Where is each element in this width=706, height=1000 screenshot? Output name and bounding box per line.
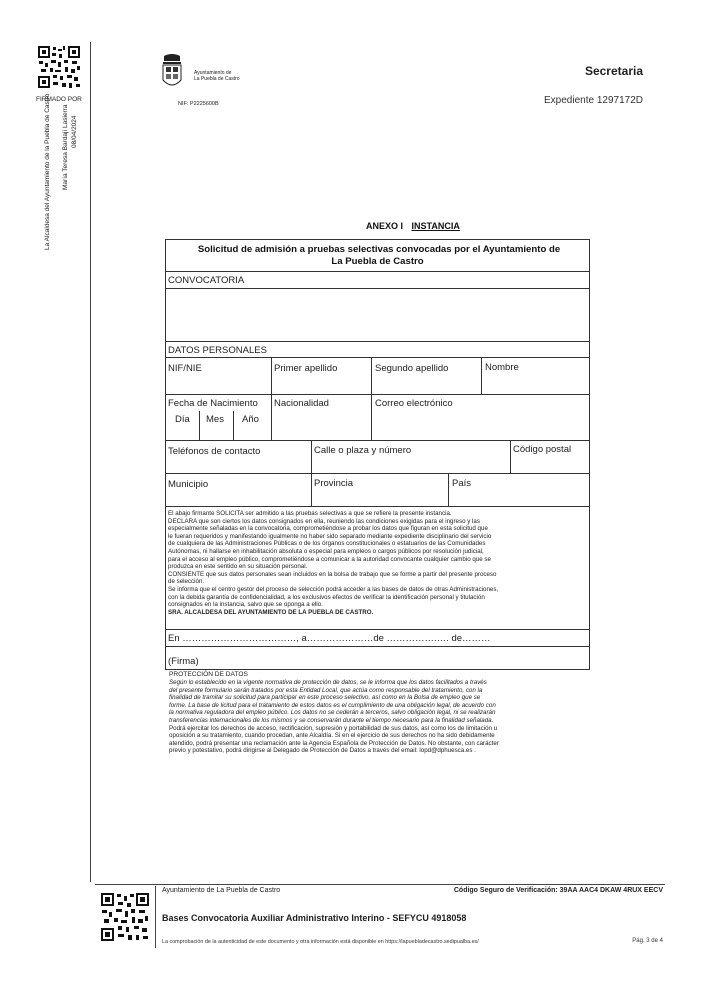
divider-datos [165, 357, 590, 358]
row-divider [165, 394, 590, 395]
form-heading-line2: La Puebla de Castro [331, 256, 424, 267]
col-divider [510, 440, 511, 473]
divider-heading [165, 271, 590, 272]
declaration-line: con la debida garantía de confidencialidad, a los exclusivos efectos de verificar la identificación personal y titulación [168, 593, 485, 601]
pais-label: País [452, 478, 472, 489]
row-divider [165, 646, 590, 647]
col-divider [371, 394, 372, 440]
org-name-line2: La Puebla de Castro [194, 76, 240, 82]
telefonos-label: Teléfonos de contacto [168, 446, 261, 457]
declaration-line: especialmente señaladas en la convocatoria, comprometiéndose a probar los datos que figuran en esta solicitud que [168, 525, 488, 533]
privacy-line: transferencias internacionales de los mismos y se conservarán durante el tiempo necesario para la finalidad señalada. [169, 716, 494, 724]
codigo-postal-label: Código postal [513, 444, 572, 455]
dia-label: Día [175, 414, 190, 425]
declaration-line: produzca en este sentido en su situación personal. [168, 563, 308, 571]
municipio-label: Municipio [168, 479, 209, 490]
fecha-nacimiento-label: Fecha de Nacimiento [168, 398, 258, 409]
convocatoria-field[interactable] [165, 288, 590, 342]
correo-label: Correo electrónico [375, 398, 453, 409]
qr-code-top [37, 45, 81, 89]
privacy-line: oposición a su tratamiento, cuando procedan, ante Alcaldía. Si en el ejercicio de sus derechos no ha sido debidamente [169, 732, 495, 740]
qr-code-bottom [100, 892, 150, 942]
provincia-label: Provincia [314, 478, 354, 489]
nif-label: NIF: P2225600B [178, 101, 219, 107]
department-title: Secretaria [584, 64, 643, 78]
nombre-label: Nombre [485, 362, 519, 373]
signer-name: María Teresa Bardají Lasierra [62, 104, 69, 190]
declaration-line: Se informa que el centro gestor del proceso de selección podrá acceder a las bases de datos de otras Administraciones, [168, 585, 499, 593]
datos-personales-label: DATOS PERSONALES [168, 345, 267, 356]
sidebar-divider [90, 42, 91, 882]
signed-by-label: FIRMADO POR [36, 96, 82, 103]
privacy-line: la normativa reguladora del empleo público. Los datos no se cederán a terceros, salvo obligación legal, ni se realizarán [169, 709, 496, 717]
col-divider [233, 411, 234, 440]
csv-code: Código Seguro de Verificación: 39AA AAC4 DKAW 4RUX EECV [453, 887, 663, 894]
row-divider [165, 506, 590, 507]
col-divider [311, 473, 312, 506]
privacy-line: atendido, podrá presentar una reclamación ante la Agencia Española de Protección de Datos. No obstante, con carácter [169, 739, 499, 747]
privacy-line: previo y potestativo, podrá dirigirse al Delegado de Protección de Datos a través del email: lopd@dphuesca.es . [169, 747, 476, 755]
declaration-text [168, 510, 588, 616]
row-divider [165, 629, 590, 630]
privacy-line: Según lo establecido en la vigente normativa de protección de datos, se le informa que los datos facilitados a través [169, 679, 487, 686]
col-divider [311, 440, 312, 473]
expediente-number: Expediente 1297172D [544, 95, 643, 106]
signed-date: 08/04/2024 [71, 115, 78, 148]
declaration-line: consignados en la instancia, salvo que se oponga a ello. [168, 601, 323, 609]
footer-divider [155, 886, 156, 948]
declaration-line: DECLARA que son ciertos los datos consignados en ella, reuniendo las condiciones exigidas para el ingreso y las [168, 517, 480, 525]
form-heading-line1: Solicitud de admisión a pruebas selectivas convocadas por el Ayuntamiento de [197, 244, 561, 255]
declaration-line: para el acceso al empleo público, comprometiéndose a comunicar a la autoridad convocante cualquier cambio que se [168, 555, 491, 563]
privacy-line: del presente formulario serán tratados por esta Entidad Local, que actúa como responsable del tratamiento, con la [169, 686, 483, 694]
col-divider [481, 357, 482, 394]
nacionalidad-label: Nacionalidad [274, 398, 329, 409]
annex-label-text: ANEXO I [366, 221, 404, 231]
row-divider [165, 440, 590, 441]
addressee: SRA. ALCALDESA DEL AYUNTAMIENTO DE LA PUEBLA DE CASTRO. [168, 608, 374, 616]
row-divider [165, 473, 590, 474]
footer-doc-title: Bases Convocatoria Auxiliar Administrativo Interino - SEFYCU 4918058 [162, 913, 467, 923]
convocatoria-label: CONVOCATORIA [168, 275, 245, 286]
privacy-line: finalidad de tramitar su solicitud para participar en este proceso selectivo, así como en la Bolsa de empleo que se [169, 694, 481, 702]
declaration-line: de cualquiera de las Administraciones Públicas o de los órganos constitucionales o estatuarios de las Comunidades [168, 540, 486, 548]
signer-entity: La Alcaldesa del Ayuntamiento de la Puebla de Castro [44, 93, 51, 250]
segundo-apellido-label: Segundo apellido [375, 363, 449, 374]
calle-label: Calle o plaza y número [314, 445, 412, 456]
declaration-line: le fueran requeridos y manifestando igualmente no haber sido separado mediante expediente disciplinario del servicio [168, 532, 492, 540]
primer-apellido-label: Primer apellido [274, 363, 338, 374]
declaration-line: de selección. [168, 578, 205, 586]
col-divider [271, 357, 272, 394]
page-number: Pág. 3 de 4 [632, 938, 663, 944]
col-divider [271, 394, 272, 440]
footer-top-border [95, 884, 665, 885]
privacy-line: Podrá ejercitar los derechos de acceso, rectificación, supresión y portabilidad de sus datos, así como los de limitación u [169, 724, 498, 732]
declaration-line: Autónomas, ni hallarse en inhabilitación absoluta o especial para empleos o cargos públicos por resolución judicial, [168, 547, 484, 555]
privacy-line: forme. La base de licitud para el tratamiento de estos datos es el cumplimiento de una obligación legal, de acuerdo con [169, 701, 496, 709]
ano-label: Año [242, 414, 259, 425]
footer-verify-link[interactable]: La comprobación de la autenticidad de este documento y otra información está disponible en https://lapuebladecastro.sedipualba.es/ [162, 939, 479, 945]
org-name-line1: Ayuntamiento de [194, 70, 232, 76]
nif-field-label: NIF/NIE [168, 363, 202, 374]
signature-field[interactable]: (Firma) [168, 656, 199, 667]
place-date-line[interactable]: En ………………………………, a…………………de …………….…. de……… [168, 633, 491, 644]
declaration-line: El abajo firmante SOLICITA ser admitido a las pruebas selectivas a que se refiere la presente instancia. [168, 510, 452, 517]
col-divider [199, 411, 200, 440]
privacy-text [169, 679, 589, 755]
privacy-title: PROTECCIÓN DE DATOS [169, 671, 248, 678]
mes-label: Mes [206, 414, 224, 425]
coat-of-arms-logo [160, 52, 184, 92]
col-divider [448, 473, 449, 506]
annex-title: INSTANCIA [411, 221, 460, 231]
footer-org: Ayuntamiento de La Puebla de Castro [162, 887, 281, 894]
declaration-line: CONSIENTE que sus datos personales sean incluidos en la bolsa de trabajo que se forme a partir del presente proceso [168, 570, 497, 578]
annex-label [366, 221, 460, 231]
col-divider [371, 357, 372, 394]
